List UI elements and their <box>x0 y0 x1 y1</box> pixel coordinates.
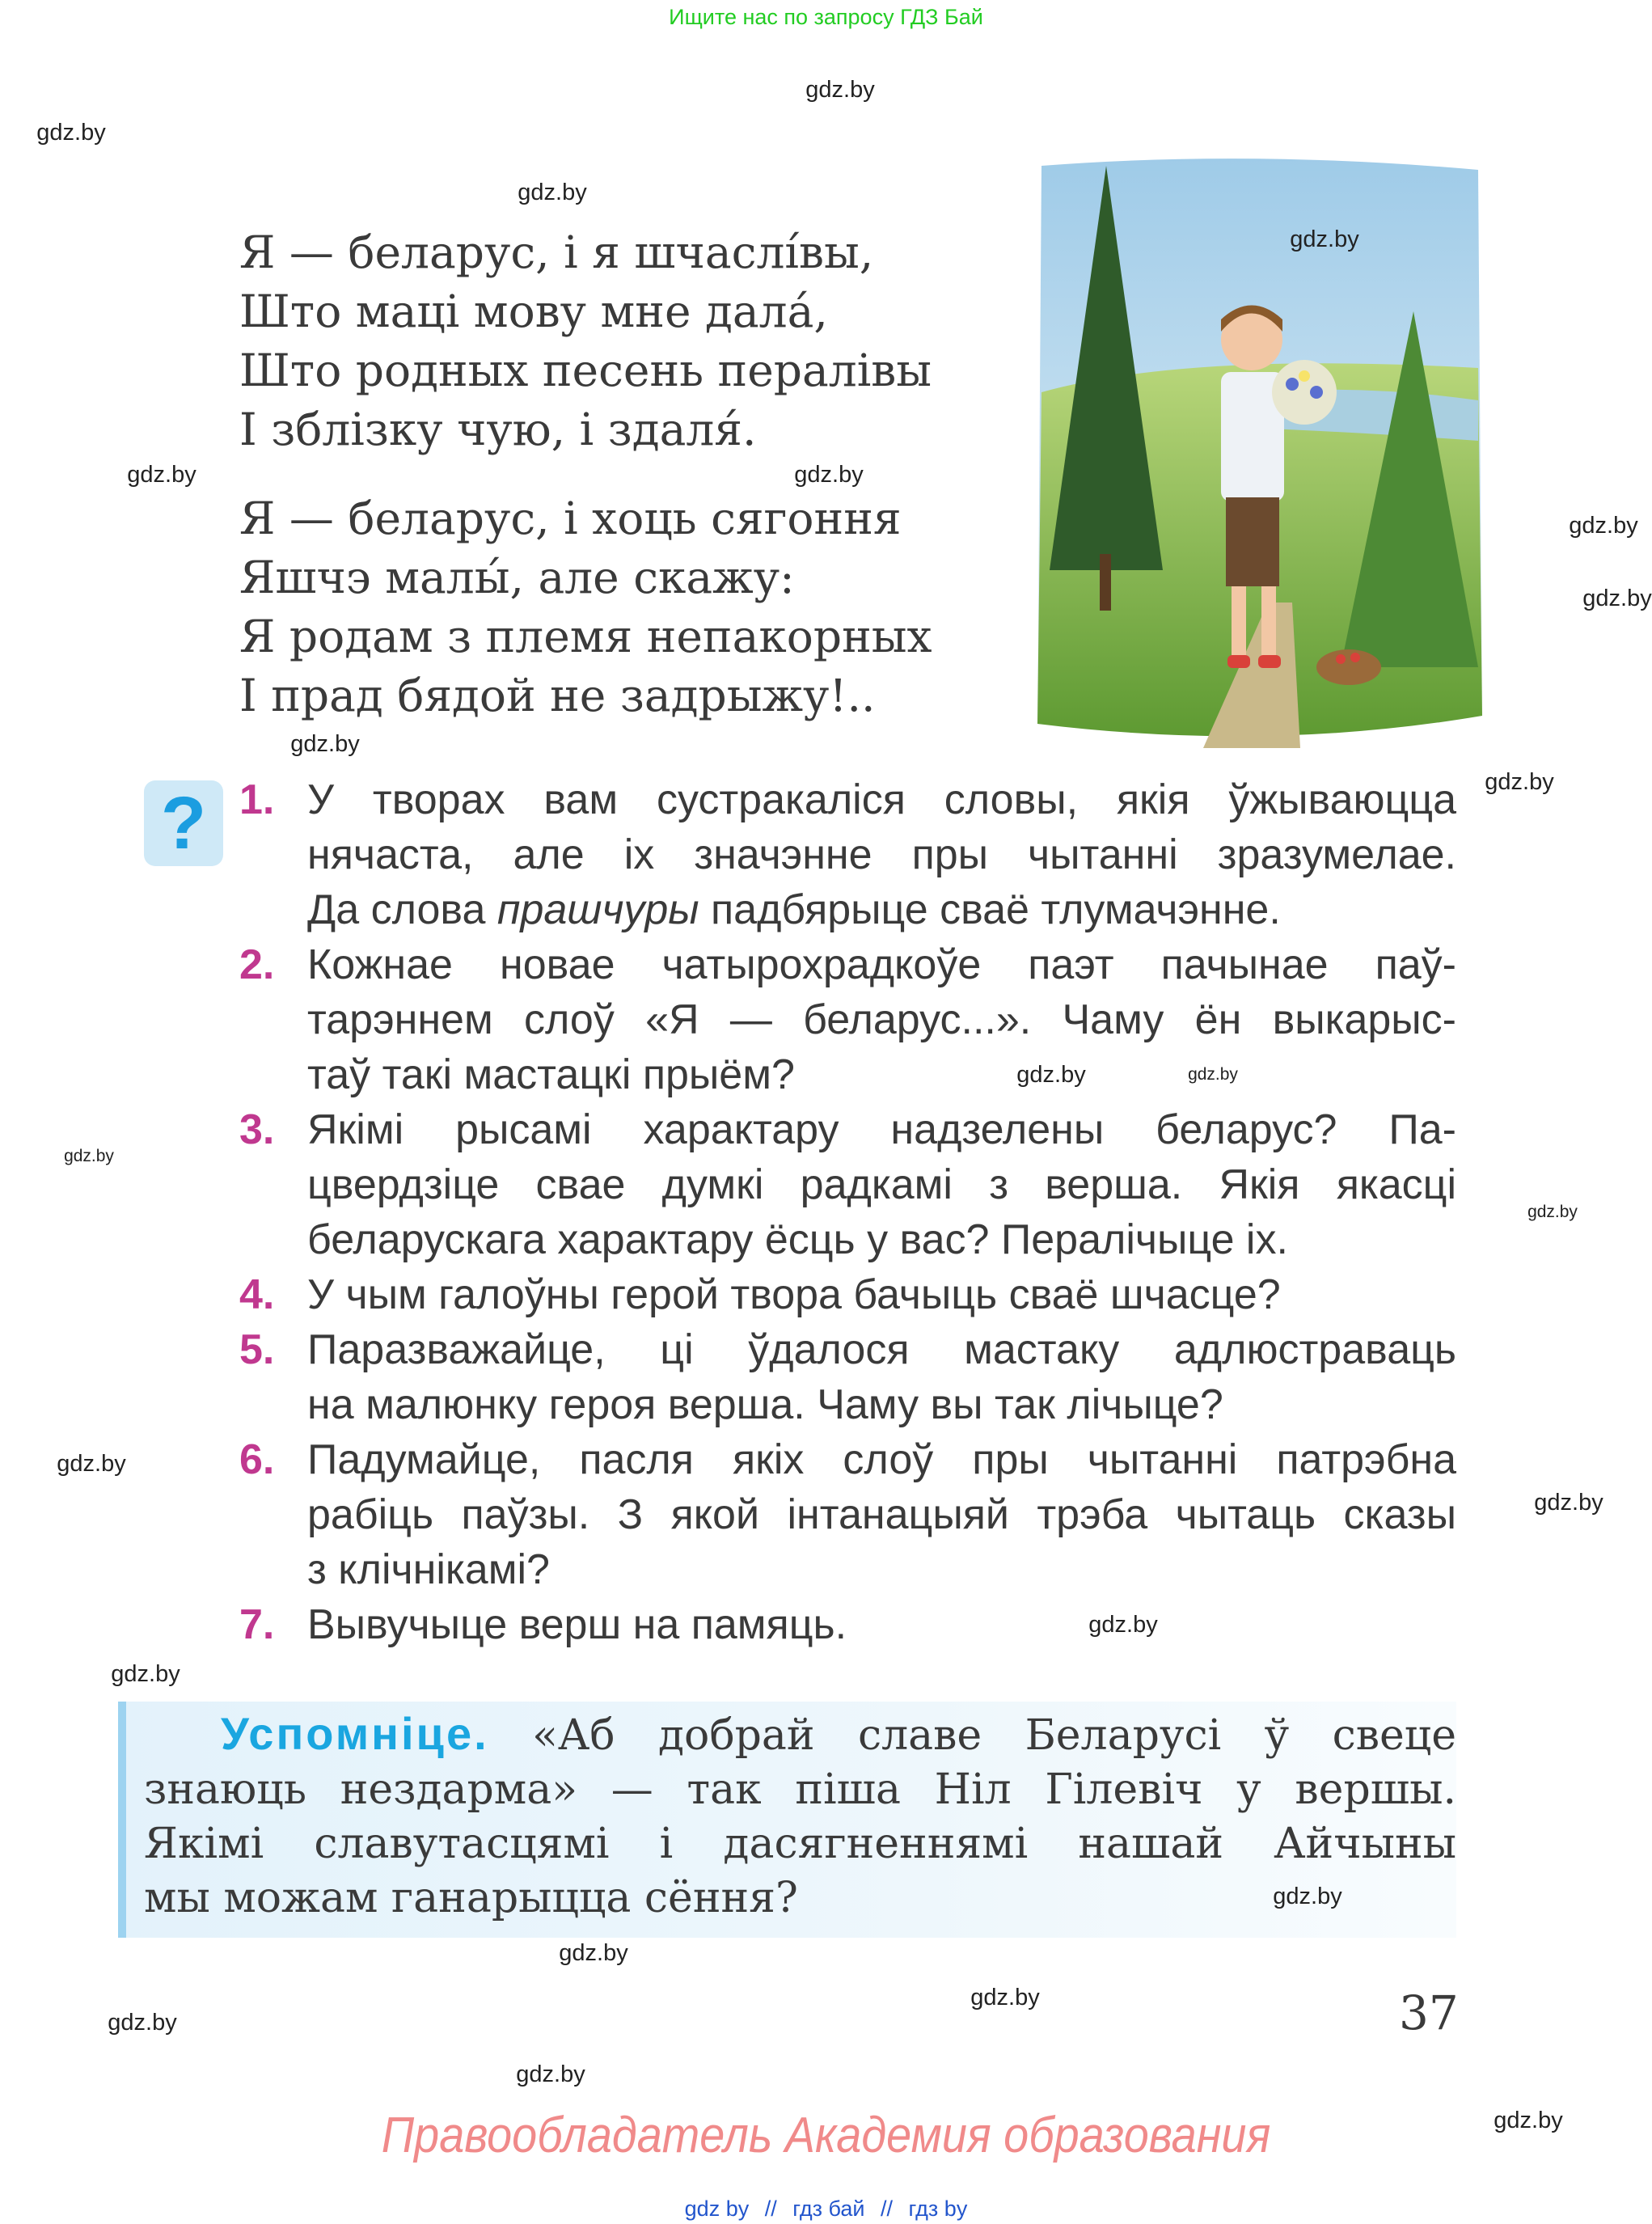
basket <box>1316 649 1381 685</box>
watermark: gdz.by <box>1273 1884 1342 1909</box>
watermark: gdz.by <box>1582 586 1652 611</box>
question-item <box>239 1267 1456 1322</box>
watermark: gdz.by <box>290 731 360 757</box>
question-number: 2. <box>239 941 275 988</box>
poem-line: І прад бядой не задрыжу!.. <box>239 670 876 721</box>
remember-line: мы можам ганарыцца сёння? <box>144 1874 798 1922</box>
watermark: gdz.by <box>1527 1203 1578 1221</box>
poem-line: Што маці мову мне дала́, <box>239 285 828 337</box>
footer-link-gdz-bai[interactable]: гдз бай <box>792 2197 865 2221</box>
question-line: Кожнае новае чатырохрадкоўе паэт пачынае паў- <box>307 941 1456 988</box>
watermark: gdz.by <box>516 2061 585 2087</box>
question-line <box>307 882 1456 937</box>
remember-quote-start: «Аб добрай славе Беларусі ў свеце <box>532 1711 1457 1760</box>
watermark: gdz.by <box>559 1940 628 1966</box>
remember-line: знаюць нездарма» — так піша Ніл Гілевіч у вершы. <box>144 1765 1456 1814</box>
question-number: 5. <box>239 1326 275 1373</box>
question-line: цвердзіце свае думкі радкамі з верша. Якія якасці <box>307 1161 1456 1208</box>
question-item <box>239 1102 1456 1267</box>
poem-line: Я — беларус, і я шчаслі́вы, <box>239 226 874 278</box>
watermark: gdz.by <box>805 77 875 103</box>
footer-links <box>0 2197 1652 2222</box>
remember-line: Якімі славутасцямі і дасягненнямі нашай Айчыны <box>144 1820 1456 1868</box>
question-item <box>239 1322 1456 1432</box>
footer-link-gdz-by[interactable]: gdz by <box>684 2197 750 2221</box>
watermark: gdz.by <box>108 2010 177 2036</box>
question-item <box>239 1597 1456 1652</box>
question-mark-icon: ? <box>144 780 223 866</box>
remember-text <box>144 1706 1456 1926</box>
question-line: Паразважайце, ці ўдалося мастаку адлюстраваць <box>307 1326 1456 1373</box>
question-item <box>239 772 1456 937</box>
watermark: gdz.by <box>970 1985 1040 2010</box>
footer-separator: // <box>881 2197 894 2221</box>
poem-line: Я — беларус, і хоць сягоння <box>239 493 902 544</box>
top-banner[interactable]: Ищите нас по запросу ГДЗ Бай <box>669 5 983 29</box>
poem-line: Я родам з племя непакорных <box>239 611 932 662</box>
question-line: Падумайце, пасля якіх слоў пры чытанні патрэбна <box>307 1436 1456 1483</box>
watermark: gdz.by <box>794 462 864 488</box>
text-fragment: падбярыце сваё тлумачэнне. <box>699 886 1281 933</box>
boy-with-flowers-illustration <box>1025 150 1488 748</box>
footer-separator: // <box>764 2197 777 2221</box>
question-line: Якімі рысамі характару надзелены беларус? Па- <box>307 1106 1456 1153</box>
watermark: gdz.by <box>1088 1612 1158 1638</box>
question-line: на малюнку героя верша. Чаму вы так лічыце? <box>307 1381 1223 1428</box>
questions-list <box>239 772 1456 1652</box>
question-line: рабіць паўзы. З якой інтанацыяй трэба чытаць сказы <box>307 1491 1456 1538</box>
page-number: 37 <box>1399 1985 1459 2040</box>
remember-line <box>144 1706 1456 1763</box>
poem-stanza-1 <box>239 223 932 459</box>
watermark: gdz.by <box>1534 1490 1603 1516</box>
question-number: 6. <box>239 1436 275 1483</box>
poem-line: Яшчэ малы́, але скажу: <box>239 552 795 603</box>
question-line: Вывучыце верш на памяць. <box>307 1601 847 1648</box>
question-line: нячаста, але іх значэнне пры чытанні зразумелае. <box>307 831 1456 878</box>
poem-stanza-2 <box>239 489 932 725</box>
question-line: таў такі мастацкі прыём? <box>307 1051 795 1098</box>
question-line: тарэннем слоў «Я — беларус...». Чаму ён выкарыс- <box>307 996 1456 1043</box>
poem-line: І зблізку чую, і здаля́. <box>239 404 757 455</box>
question-number: 4. <box>239 1271 275 1318</box>
question-number: 3. <box>239 1106 275 1153</box>
footer-link-gdz-by-2[interactable]: гдз by <box>908 2197 968 2221</box>
poem-line: Што родных песень пералівы <box>239 345 932 396</box>
watermark: gdz.by <box>57 1451 126 1477</box>
text-fragment: Да слова <box>307 886 497 933</box>
question-line: беларускага характару ёсць у вас? Пералічыце іх. <box>307 1216 1288 1263</box>
copyright-notice: Правообладатель Академия образования <box>381 2108 1271 2163</box>
watermark: gdz.by <box>1290 226 1359 252</box>
watermark: gdz.by <box>1485 769 1554 795</box>
watermark: gdz.by <box>36 120 106 146</box>
watermark: gdz.by <box>1569 513 1638 539</box>
remember-heading: Успомніце. <box>221 1708 489 1759</box>
watermark: gdz.by <box>127 462 196 488</box>
emphasized-word: прашчуры <box>496 886 699 933</box>
question-line: У творах вам сустракаліся словы, якія ўжываюцца <box>307 776 1456 823</box>
watermark: gdz.by <box>111 1661 180 1687</box>
watermark: gdz.by <box>1188 1065 1238 1084</box>
question-line: У чым галоўны герой твора бачыць сваё шчасце? <box>307 1271 1281 1318</box>
remember-box-accent-bar <box>118 1702 126 1938</box>
question-number: 1. <box>239 776 275 823</box>
watermark: gdz.by <box>518 180 587 205</box>
question-line: з клічнікамі? <box>307 1546 550 1593</box>
watermark: gdz.by <box>64 1147 114 1165</box>
question-item <box>239 937 1456 1102</box>
watermark: gdz.by <box>1494 2108 1563 2133</box>
question-item <box>239 1432 1456 1597</box>
question-number: 7. <box>239 1601 275 1648</box>
watermark: gdz.by <box>1016 1062 1086 1088</box>
